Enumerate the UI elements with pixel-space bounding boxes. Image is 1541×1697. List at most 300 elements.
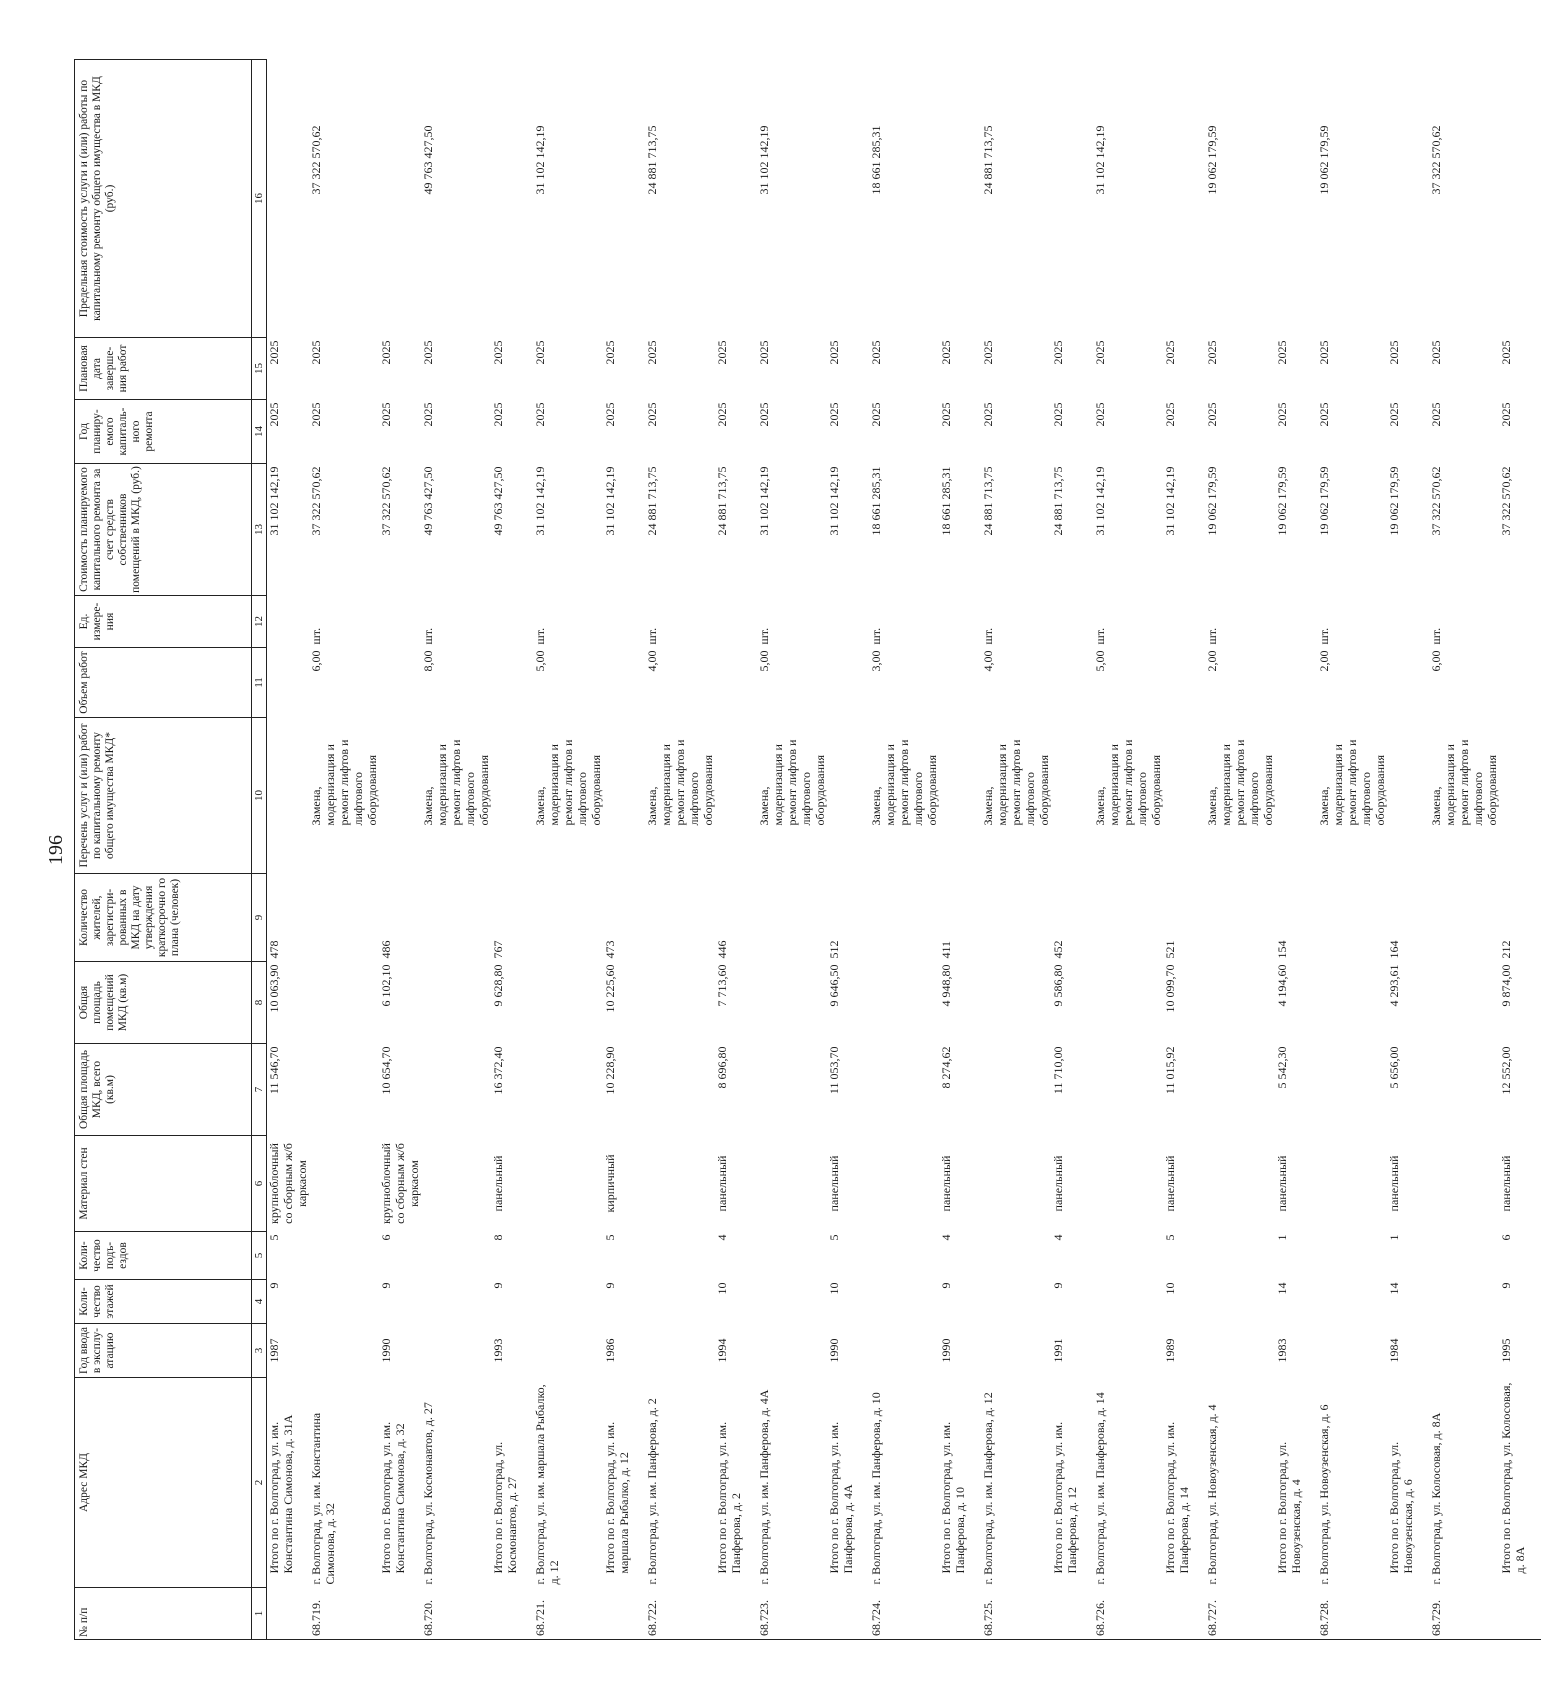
completion-date-cell: 2025 xyxy=(645,340,659,365)
planned-year-cell: 2025 xyxy=(1051,402,1065,427)
row-number-cell: 68.722. xyxy=(645,1588,715,1640)
repair-cost-cell: 37 322 570,62 xyxy=(1429,466,1443,536)
row-number-cell xyxy=(1387,1588,1429,1640)
address-cell: г. Волгоград, ул. им. Панферова, д. 10 xyxy=(869,1392,883,1585)
wall-material-cell: крупноблочный со сборным ж/б каркасом xyxy=(379,1143,421,1224)
wall-material-cell xyxy=(533,1136,603,1232)
works-list-cell: Замена, модернизация и ремонт лифтов и лифтового оборудования xyxy=(1429,739,1499,826)
table-row xyxy=(1429,60,1499,1640)
wall-material-cell: панельный xyxy=(1275,1155,1289,1212)
work-volume-cell: 2,00 xyxy=(1317,650,1331,672)
limit-cost-cell xyxy=(1499,60,1541,338)
table-body xyxy=(267,60,1541,1640)
floors-cell xyxy=(1205,1280,1275,1324)
works-list-cell xyxy=(1051,718,1093,874)
unit-cell: шт. xyxy=(1205,627,1219,645)
premises-area-cell xyxy=(1429,962,1499,1044)
works-list-cell: Замена, модернизация и ремонт лифтов и лифтового оборудования xyxy=(645,739,715,826)
planned-year-cell: 2025 xyxy=(379,402,393,427)
unit-cell: шт. xyxy=(981,627,995,645)
unit-cell xyxy=(1051,596,1093,648)
entrances-cell: 4 xyxy=(1051,1234,1065,1241)
wall-material-cell xyxy=(309,1136,379,1232)
total-row xyxy=(1163,60,1205,1640)
planned-year-cell: 2025 xyxy=(869,402,883,427)
address-cell: г. Волгоград, ул. им. Панферова, д. 14 xyxy=(1093,1392,1107,1585)
total-area-cell xyxy=(421,1044,491,1136)
commission-year-cell: 1989 xyxy=(1163,1338,1177,1363)
column-header: Объем работ xyxy=(75,648,252,718)
address-cell: Итого по г. Волгоград, ул. им. Панферова, д. 12 xyxy=(1051,1421,1079,1574)
planned-year-cell: 2025 xyxy=(827,402,841,427)
residents-cell xyxy=(645,874,715,962)
entrances-cell xyxy=(309,1232,379,1280)
limit-cost-cell: 31 102 142,19 xyxy=(757,125,771,195)
planned-year-cell: 2025 xyxy=(1387,402,1401,427)
repair-cost-cell: 31 102 142,19 xyxy=(757,466,771,536)
work-volume-cell xyxy=(939,648,981,718)
premises-area-cell: 10 063,90 xyxy=(267,964,281,1013)
repair-cost-cell: 31 102 142,19 xyxy=(1093,466,1107,536)
commission-year-cell: 1986 xyxy=(603,1338,617,1363)
premises-area-cell: 9 646,50 xyxy=(827,964,841,1007)
total-area-cell xyxy=(1093,1044,1163,1136)
planned-year-cell: 2025 xyxy=(533,402,547,427)
total-area-cell: 12 552,00 xyxy=(1499,1046,1513,1095)
row-number-cell xyxy=(1499,1588,1541,1640)
total-area-cell xyxy=(533,1044,603,1136)
column-number: 5 xyxy=(252,1232,267,1280)
completion-date-cell: 2025 xyxy=(1205,340,1219,365)
wall-material-cell: панельный xyxy=(1499,1155,1513,1212)
column-header: № п/п xyxy=(75,1588,252,1640)
completion-date-cell: 2025 xyxy=(421,340,435,365)
total-row xyxy=(379,60,421,1640)
entrances-cell: 6 xyxy=(1499,1234,1513,1241)
wall-material-cell: крупноблочный со сборным ж/б каркасом xyxy=(267,1143,309,1224)
work-volume-cell: 5,00 xyxy=(1093,650,1107,672)
unit-cell: шт. xyxy=(1317,627,1331,645)
completion-date-cell: 2025 xyxy=(1499,340,1513,365)
limit-cost-cell xyxy=(715,60,757,338)
wall-material-cell xyxy=(757,1136,827,1232)
commission-year-cell: 1993 xyxy=(491,1338,505,1363)
works-list-cell xyxy=(1163,718,1205,874)
total-area-cell: 8 696,80 xyxy=(715,1046,729,1089)
repair-cost-cell: 31 102 142,19 xyxy=(1163,466,1177,536)
planned-year-cell: 2025 xyxy=(603,402,617,427)
work-volume-cell: 5,00 xyxy=(757,650,771,672)
address-cell: г. Волгоград, ул. им. Панферова, д. 4А xyxy=(757,1389,771,1585)
row-number-cell: 68.728. xyxy=(1317,1588,1387,1640)
address-cell: Итого по г. Волгоград, ул. Колосовая, д. 8А xyxy=(1499,1382,1527,1574)
commission-year-cell xyxy=(1317,1324,1387,1378)
planned-year-cell: 2025 xyxy=(939,402,953,427)
row-number-cell xyxy=(1051,1588,1093,1640)
planned-year-cell: 2025 xyxy=(267,402,281,427)
floors-cell: 10 xyxy=(827,1282,841,1295)
total-area-cell: 10 228,90 xyxy=(603,1046,617,1095)
entrances-cell: 4 xyxy=(939,1234,953,1241)
residents-cell xyxy=(1093,874,1163,962)
completion-date-cell: 2025 xyxy=(715,340,729,365)
completion-date-cell: 2025 xyxy=(1429,340,1443,365)
address-cell: г. Волгоград, ул. им. Константина Симонова, д. 32 xyxy=(309,1412,337,1585)
entrances-cell xyxy=(533,1232,603,1280)
entrances-cell: 6 xyxy=(379,1234,393,1241)
floors-cell: 10 xyxy=(1163,1282,1177,1295)
column-header: Плановая дата заверше-ния работ xyxy=(75,338,252,400)
column-number: 2 xyxy=(252,1378,267,1588)
work-volume-cell: 4,00 xyxy=(645,650,659,672)
total-area-cell: 11 546,70 xyxy=(267,1046,281,1095)
residents-cell: 478 xyxy=(267,940,281,959)
row-number-cell: 68.723. xyxy=(757,1588,827,1640)
floors-cell xyxy=(869,1280,939,1324)
residents-cell: 212 xyxy=(1499,940,1513,959)
repair-cost-cell: 31 102 142,19 xyxy=(603,466,617,536)
limit-cost-cell xyxy=(267,60,310,338)
planned-year-cell: 2025 xyxy=(645,402,659,427)
premises-area-cell xyxy=(1205,962,1275,1044)
wall-material-cell: панельный xyxy=(491,1155,505,1212)
column-number: 7 xyxy=(252,1044,267,1136)
total-area-cell xyxy=(1429,1044,1499,1136)
planned-year-cell: 2025 xyxy=(1093,402,1107,427)
works-list-cell: Замена, модернизация и ремонт лифтов и лифтового оборудования xyxy=(869,739,939,826)
limit-cost-cell: 24 881 713,75 xyxy=(645,125,659,195)
work-volume-cell xyxy=(1387,648,1429,718)
row-number-cell: 68.721. xyxy=(533,1588,603,1640)
column-number: 6 xyxy=(252,1136,267,1232)
floors-cell: 9 xyxy=(379,1282,393,1289)
commission-year-cell xyxy=(981,1324,1051,1378)
residents-cell xyxy=(533,874,603,962)
total-area-cell xyxy=(1205,1044,1275,1136)
entrances-cell: 5 xyxy=(1163,1234,1177,1241)
table-row xyxy=(869,60,939,1640)
total-area-cell: 5 656,00 xyxy=(1387,1046,1401,1089)
commission-year-cell xyxy=(533,1324,603,1378)
work-volume-cell xyxy=(603,648,645,718)
total-row xyxy=(491,60,533,1640)
commission-year-cell: 1987 xyxy=(267,1338,281,1363)
row-number-cell: 68.729. xyxy=(1429,1588,1499,1640)
repair-cost-cell: 24 881 713,75 xyxy=(645,466,659,536)
column-number: 12 xyxy=(252,596,267,648)
unit-cell: шт. xyxy=(421,627,435,645)
unit-cell: шт. xyxy=(309,627,323,645)
premises-area-cell xyxy=(533,962,603,1044)
works-list-cell xyxy=(1499,718,1541,874)
table-row xyxy=(645,60,715,1640)
header-row xyxy=(75,60,252,1640)
floors-cell xyxy=(421,1280,491,1324)
column-header: Предельная стоимость услуги и (или) работы по капитальному ремонту общего имущества в МКД (руб.) xyxy=(75,60,252,338)
unit-cell xyxy=(715,596,757,648)
premises-area-cell xyxy=(309,962,379,1044)
unit-cell: шт. xyxy=(533,627,547,645)
entrances-cell: 1 xyxy=(1387,1234,1401,1241)
table-row xyxy=(757,60,827,1640)
repair-cost-cell: 49 763 427,50 xyxy=(421,466,435,536)
table-row xyxy=(309,60,379,1640)
commission-year-cell: 1991 xyxy=(1051,1338,1065,1363)
wall-material-cell xyxy=(421,1136,491,1232)
unit-cell xyxy=(827,596,869,648)
column-header: Общая площадь помещений МКД (кв.м) xyxy=(75,962,252,1044)
unit-cell xyxy=(1163,596,1205,648)
column-number: 10 xyxy=(252,718,267,874)
row-number-cell: 68.720. xyxy=(421,1588,491,1640)
address-cell: Итого по г. Волгоград, ул. им. Панферова, д. 10 xyxy=(939,1421,967,1574)
premises-area-cell: 9 628,80 xyxy=(491,964,505,1007)
address-cell: г. Волгоград, ул. Новоузенская, д. 6 xyxy=(1317,1404,1331,1585)
completion-date-cell: 2025 xyxy=(491,340,505,365)
work-volume-cell: 8,00 xyxy=(421,650,435,672)
works-list-cell xyxy=(715,718,757,874)
wall-material-cell: панельный xyxy=(1051,1155,1065,1212)
commission-year-cell: 1995 xyxy=(1499,1338,1513,1363)
entrances-cell: 5 xyxy=(267,1234,281,1241)
repair-cost-cell: 19 062 179,59 xyxy=(1275,466,1289,536)
repair-cost-cell: 19 062 179,59 xyxy=(1205,466,1219,536)
total-area-cell: 16 372,40 xyxy=(491,1046,505,1095)
commission-year-cell: 1990 xyxy=(379,1338,393,1363)
residents-cell: 512 xyxy=(827,940,841,959)
premises-area-cell: 10 099,70 xyxy=(1163,964,1177,1013)
address-cell: Итого по г. Волгоград, ул. им. Константина Симонова, д. 32 xyxy=(379,1421,407,1574)
planned-year-cell: 2025 xyxy=(491,402,505,427)
residents-cell: 486 xyxy=(379,940,393,959)
work-volume-cell: 6,00 xyxy=(1429,650,1443,672)
page-number: 196 xyxy=(45,835,67,865)
premises-area-cell xyxy=(757,962,827,1044)
unit-cell xyxy=(379,596,421,648)
planned-year-cell: 2025 xyxy=(421,402,435,427)
entrances-cell xyxy=(1429,1232,1499,1280)
residents-cell xyxy=(1429,874,1499,962)
unit-cell: шт. xyxy=(869,627,883,645)
row-number-cell xyxy=(715,1588,757,1640)
residents-cell: 411 xyxy=(939,940,953,959)
unit-cell xyxy=(1275,596,1317,648)
column-header: Год ввода в эксплу-атацию xyxy=(75,1324,252,1378)
total-area-cell xyxy=(981,1044,1051,1136)
planned-year-cell: 2025 xyxy=(1205,402,1219,427)
floors-cell: 14 xyxy=(1275,1282,1289,1295)
floors-cell: 9 xyxy=(1051,1282,1065,1289)
repair-cost-cell: 49 763 427,50 xyxy=(491,466,505,536)
premises-area-cell xyxy=(421,962,491,1044)
repair-cost-cell: 24 881 713,75 xyxy=(715,466,729,536)
limit-cost-cell xyxy=(1051,60,1093,338)
total-area-cell xyxy=(1317,1044,1387,1136)
work-volume-cell xyxy=(715,648,757,718)
floors-cell xyxy=(1429,1280,1499,1324)
work-volume-cell: 3,00 xyxy=(869,650,883,672)
total-area-cell: 8 274,62 xyxy=(939,1046,953,1089)
total-area-cell xyxy=(757,1044,827,1136)
works-list-cell xyxy=(603,718,645,874)
commission-year-cell xyxy=(645,1324,715,1378)
wall-material-cell: панельный xyxy=(827,1155,841,1212)
column-number-row xyxy=(252,60,267,1640)
completion-date-cell: 2025 xyxy=(1387,340,1401,365)
premises-area-cell xyxy=(645,962,715,1044)
total-area-cell: 11 053,70 xyxy=(827,1046,841,1095)
limit-cost-cell: 49 763 427,50 xyxy=(421,125,435,195)
completion-date-cell: 2025 xyxy=(757,340,771,365)
total-row xyxy=(939,60,981,1640)
address-cell: г. Волгоград, ул. им. Панферова, д. 2 xyxy=(645,1398,659,1585)
row-number-cell: 68.727. xyxy=(1205,1588,1275,1640)
premises-area-cell: 10 225,60 xyxy=(603,964,617,1013)
limit-cost-cell xyxy=(939,60,981,338)
row-number-cell xyxy=(491,1588,533,1640)
limit-cost-cell xyxy=(1163,60,1205,338)
column-number: 9 xyxy=(252,874,267,962)
floors-cell xyxy=(757,1280,827,1324)
residents-cell: 521 xyxy=(1163,940,1177,959)
premises-area-cell xyxy=(1093,962,1163,1044)
residents-cell: 452 xyxy=(1051,940,1065,959)
residents-cell: 473 xyxy=(603,940,617,959)
row-number-cell xyxy=(603,1588,645,1640)
entrances-cell: 4 xyxy=(715,1234,729,1241)
row-number-cell xyxy=(267,1588,310,1640)
unit-cell xyxy=(1499,596,1541,648)
row-number-cell: 68.726. xyxy=(1093,1588,1163,1640)
entrances-cell xyxy=(981,1232,1051,1280)
wall-material-cell: панельный xyxy=(1163,1155,1177,1212)
address-cell: г. Волгоград, ул. им. Панферова, д. 12 xyxy=(981,1392,995,1585)
work-volume-cell xyxy=(1275,648,1317,718)
floors-cell: 10 xyxy=(715,1282,729,1295)
work-volume-cell xyxy=(267,648,310,718)
unit-cell: шт. xyxy=(645,627,659,645)
row-number-cell xyxy=(939,1588,981,1640)
column-number: 3 xyxy=(252,1324,267,1378)
repair-cost-cell: 37 322 570,62 xyxy=(379,466,393,536)
column-header: Коли-чество подъ-ездов xyxy=(75,1232,252,1280)
floors-cell: 14 xyxy=(1387,1282,1401,1295)
limit-cost-cell xyxy=(603,60,645,338)
completion-date-cell: 2025 xyxy=(603,340,617,365)
commission-year-cell: 1984 xyxy=(1387,1338,1401,1363)
row-number-cell: 68.719. xyxy=(309,1588,379,1640)
total-row xyxy=(267,60,310,1640)
floors-cell xyxy=(981,1280,1051,1324)
entrances-cell xyxy=(869,1232,939,1280)
limit-cost-cell: 31 102 142,19 xyxy=(533,125,547,195)
work-volume-cell xyxy=(1051,648,1093,718)
planned-year-cell: 2025 xyxy=(1499,402,1513,427)
limit-cost-cell: 37 322 570,62 xyxy=(309,125,323,195)
works-list-cell xyxy=(939,718,981,874)
column-header: Стоимость планируемого капитального ремонта за счет средств собственников помещений в МКД, (руб.) xyxy=(75,464,252,596)
limit-cost-cell xyxy=(379,60,421,338)
works-list-cell xyxy=(267,718,310,874)
works-list-cell: Замена, модернизация и ремонт лифтов и лифтового оборудования xyxy=(1317,739,1387,826)
unit-cell xyxy=(939,596,981,648)
entrances-cell xyxy=(1205,1232,1275,1280)
works-list-cell xyxy=(1275,718,1317,874)
commission-year-cell: 1994 xyxy=(715,1338,729,1363)
repair-cost-cell: 31 102 142,19 xyxy=(533,466,547,536)
limit-cost-cell: 19 062 179,59 xyxy=(1205,125,1219,195)
column-number: 8 xyxy=(252,962,267,1044)
residents-cell: 154 xyxy=(1275,940,1289,959)
floors-cell xyxy=(645,1280,715,1324)
limit-cost-cell xyxy=(1275,60,1317,338)
work-volume-cell xyxy=(1499,648,1541,718)
commission-year-cell xyxy=(1093,1324,1163,1378)
total-row xyxy=(1275,60,1317,1640)
address-cell: Итого по г. Волгоград, ул. им. Панферова, д. 2 xyxy=(715,1421,743,1574)
floors-cell: 9 xyxy=(603,1282,617,1289)
column-header: Коли-чество этажей xyxy=(75,1280,252,1324)
wall-material-cell xyxy=(1093,1136,1163,1232)
completion-date-cell: 2025 xyxy=(827,340,841,365)
residents-cell xyxy=(757,874,827,962)
table-header xyxy=(75,60,267,1640)
works-list-cell: Замена, модернизация и ремонт лифтов и лифтового оборудования xyxy=(533,739,603,826)
commission-year-cell: 1983 xyxy=(1275,1338,1289,1363)
residents-cell xyxy=(1205,874,1275,962)
repair-cost-cell: 18 661 285,31 xyxy=(939,466,953,536)
table-row xyxy=(533,60,603,1640)
wall-material-cell xyxy=(981,1136,1051,1232)
limit-cost-cell: 19 062 179,59 xyxy=(1317,125,1331,195)
completion-date-cell: 2025 xyxy=(533,340,547,365)
address-cell: Итого по г. Волгоград, ул. Новоузенская, д. 4 xyxy=(1275,1441,1303,1574)
planned-year-cell: 2025 xyxy=(757,402,771,427)
address-cell: г. Волгоград, ул. Космонавтов, д. 27 xyxy=(421,1402,435,1585)
works-list-cell: Замена, модернизация и ремонт лифтов и лифтового оборудования xyxy=(757,739,827,826)
repair-cost-cell: 24 881 713,75 xyxy=(1051,466,1065,536)
entrances-cell: 8 xyxy=(491,1234,505,1241)
unit-cell xyxy=(603,596,645,648)
premises-area-cell: 9 586,80 xyxy=(1051,964,1065,1007)
commission-year-cell xyxy=(1429,1324,1499,1378)
premises-area-cell: 4 194,60 xyxy=(1275,964,1289,1007)
completion-date-cell: 2025 xyxy=(267,340,281,365)
rotated-page xyxy=(44,60,1527,1640)
repair-cost-cell: 37 322 570,62 xyxy=(1499,466,1513,536)
work-volume-cell xyxy=(491,648,533,718)
works-list-cell: Замена, модернизация и ремонт лифтов и лифтового оборудования xyxy=(421,739,491,826)
wall-material-cell: панельный xyxy=(939,1155,953,1212)
premises-area-cell: 7 713,60 xyxy=(715,964,729,1007)
column-header: Материал стен xyxy=(75,1136,252,1232)
column-number: 1 xyxy=(252,1588,267,1640)
table-row xyxy=(1093,60,1163,1640)
works-list-cell xyxy=(1387,718,1429,874)
limit-cost-cell: 37 322 570,62 xyxy=(1429,125,1443,195)
residents-cell xyxy=(981,874,1051,962)
completion-date-cell: 2025 xyxy=(939,340,953,365)
column-header: Год планиру-емого капиталь-ного ремонта xyxy=(75,400,252,464)
floors-cell: 9 xyxy=(1499,1282,1513,1289)
entrances-cell: 1 xyxy=(1275,1234,1289,1241)
wall-material-cell: панельный xyxy=(1387,1155,1401,1212)
floors-cell xyxy=(533,1280,603,1324)
repair-cost-cell: 19 062 179,59 xyxy=(1387,466,1401,536)
column-number: 13 xyxy=(252,464,267,596)
address-cell: г. Волгоград, ул. Колосовая, д. 8А xyxy=(1429,1412,1443,1585)
works-list-cell: Замена, модернизация и ремонт лифтов и лифтового оборудования xyxy=(1093,739,1163,826)
